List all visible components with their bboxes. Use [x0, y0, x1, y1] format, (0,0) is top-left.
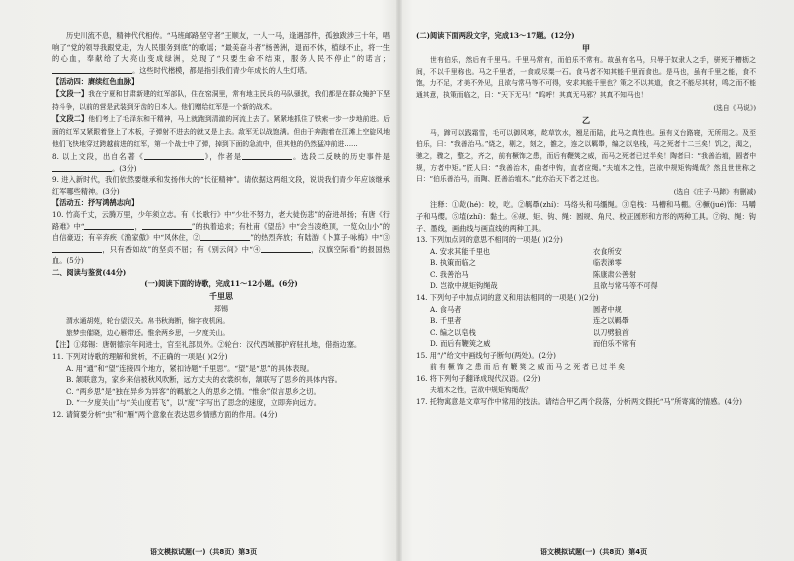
poem-author: 郑锡: [214, 304, 228, 313]
material2: 【文段二】他们考上了毛泽东和干精神，马上就跑到清澈的河流上去了。紧紧地抓住了铁索一步一步地前进。后面的红军又紧跟着登上了木板，子弹射不进去的就又是上去。敌军无以战饱满。但由于奔跑着在江滩上空旋风地他们飞快地穿过跨越前进的红军，第一个战士中了弹，掉到下面的急流中，但其他的仍然猛冲前进……: [52, 114, 390, 149]
passage-yi-source: (选自《庄子·马蹄》有删减): [673, 187, 756, 196]
activity4-title: 【活动四：赓续红色血脉】: [52, 77, 139, 87]
question-12: 12. 请简要分析“虫”和“雁”两个意象在表达思乡情感方面的作用。(4分): [52, 410, 278, 419]
left-footer: 语文模拟试题(一)（共8页）第3页: [150, 548, 258, 556]
poem-line-2: 旅梦虫催晓，边心雁带还。惟余两乡思，一夕度关山。: [66, 328, 230, 337]
right-footer: 语文模拟试题(一)（共8页）第4页: [540, 548, 648, 556]
q13-option-a: A. 安求其能千里也 衣食所安: [430, 246, 622, 256]
poem-line-1: 渭水通胡苑，轮台望汉关。帛书秋海断，锦字夜机闲。: [66, 317, 230, 326]
passage-jia-label: 甲: [582, 42, 590, 53]
part1-title: (一)阅读下面的诗歌，完成11～12小题。(6分): [144, 279, 298, 289]
q14-option-a: A. 食马者 圆者中规: [430, 304, 622, 314]
activity5-title: 【活动五：抒写鸿鹄志向】: [52, 198, 139, 208]
question-10: 10. 竹高千丈，云腾万里，少年须立志。有《长歌行》中“少壮不努力，老大徒伤悲”的奋进昂扬；有唐《行路难》中“ ， ”的执着追求；有杜甫《望岳》中“会当凌绝顶，一览众山小”的自信豪迈；有辛弃疾《渔家傲》中“风休住，② ”的热烈奔放；有陆游《卜算子·咏梅》中“③，只有香如故”的坚贞不屈；有《别云间》中“④ ，汉旗空际看”的报国热血。(5分): [52, 209, 390, 266]
q11-option-d: D. “一夕度关山”与“关山度若飞”，以“度”字写出了思念的速度，立即奔向远方。: [66, 398, 321, 408]
q16-sentence: 夫埴木之性，岂欲中规矩钩绳哉？: [430, 385, 532, 394]
question-9: 9. 进入新时代，我们依然要继承和发扬伟大的“长征精神”。请依据这两组文段，说说我们青少年应该继承红军哪些精神。(3分): [52, 175, 390, 196]
question-15: 15. 用“/”给文中画线句子断句(两处)。(2分): [416, 351, 556, 361]
q13-option-c: C. 我善治马 陈康肃公善射: [430, 269, 637, 279]
annotations: 注释：①龁(hé)：咬，吃。②羁馽(zhí)：马络头和马缰绳。③皂栈：马槽和马棚。④橛(jué)饰：马嚼子和马缨。⑤埴(zhí)：黏土。⑥规、矩、钩、绳：圆规、角尺、校正圆形和方形的两种工具。⑦钩、绳：钩子、墨线，画曲线与画直线的两种工具。: [416, 200, 756, 233]
question-17: 17. 托物寓意是文章写作中常用的技法。请结合甲乙两个段落，分析两文假托“马”所寄寓的情感。(4分): [416, 397, 742, 407]
q15-sentence: 前 有 橛 饰 之 患 而 后 有 鞭 筴 之 威 而 马 之 死 者 已 过 半 矣: [430, 362, 625, 371]
poem-note: 【注】①郑锡：唐朝德宗年间进士，官至礼部员外。②轮台：汉代西域都护府驻扎地，借指边塞。: [52, 340, 362, 350]
question-14: 14. 下列句子中加点词的意义和用法相同的一项是( )(2分): [416, 293, 599, 303]
passage-jia: 世有伯乐，然后有千里马。千里马常有，而伯乐不常有。故虽有名马，只辱于奴隶人之手，骈死于槽枥之间，不以千里称也。马之千里者，一食或尽粟一石。食马者不知其能千里而食也。是马也，虽有千里之能，食不饱，力不足，才美不外见，且欲与常马等不可得，安求其能千里也？策之不以其道，食之不能尽其材，鸣之而不能通其意，执策而临之，曰：“天下无马！”呜呼！其真无马邪？其真不知马也！: [416, 56, 756, 99]
question-11: 11. 下列对诗歌的理解和赏析，不正确的一项是( )(2分): [52, 352, 228, 362]
passage-yi: 马，蹄可以践霜雪，毛可以御风寒，龁草饮水，翘足而陆，此马之真性也。虽有义台路寝，无所用之。及至伯乐，曰：“我善治马。”烧之，剔之，刻之，雒之，连之以羁馽，编之以皂栈，马之死者十二三矣！饥之，渴之，驰之，骤之，整之，齐之，前有橛饰之患，而后有鞭筴之威，而马之死者已过半矣！陶者曰：“我善治埴，圆者中规，方者中矩。”匠人曰：“我善治木，曲者中钩，直者应绳。”夫埴木之性，岂欲中规矩钩绳哉？然且世世称之曰：“伯乐善治马，而陶、匠善治埴木。”此亦治天下者之过也。: [416, 128, 756, 184]
q14-option-d: D. 而后有鞭筴之威 而伯乐不常有: [430, 339, 637, 349]
q14-option-b: B. 千里者 连之以羁馽: [430, 316, 629, 326]
section-2-title: 二、阅读与鉴赏(44分): [52, 267, 127, 277]
material1: 【文段一】我在宁夏和甘肃新建的红军部队，住在窑洞里，常有地主民兵的马队骚扰，我们都是在群众掩护下坚持斗争，以前的营是武装到牙齿的日本人。他们赠给红军是一个新的战术。: [52, 88, 390, 111]
q11-option-c: C. “两乡思”是“独在异乡为异客”的羁旅之人的思乡之情。“惟余”似言思乡之切。: [66, 386, 321, 396]
passage-yi-label: 乙: [582, 115, 590, 126]
right-page: [416, 30, 756, 553]
question-16: 16. 将下列句子翻译成现代汉语。(2分): [416, 374, 541, 384]
part2-title: (二)阅读下面两段文字，完成13～17题。(12分): [416, 31, 575, 40]
q13-option-d: D. 岂欲中规矩钩绳哉 且欲与常马等不可得: [430, 281, 658, 291]
q13-option-b: B. 执策而临之 临表涕零: [430, 258, 622, 268]
question-13: 13. 下列加点词的意思不相同的一项是( )(2分): [416, 235, 563, 245]
q11-option-a: A. 用“通”和“望”连接四个地方，紧扣诗题“千里思”。“望”是“思”的具体表现。: [66, 363, 314, 373]
poem-title: 千里思: [209, 291, 233, 302]
q11-option-b: B. 颔联意为，家乡来信被秋风吹断，远方丈夫的衣裳织布，颔联写了思乡的具体内容。: [66, 375, 342, 385]
q14-option-c: C. 编之以皂栈 以刀劈狼首: [430, 327, 629, 337]
left-page: [52, 30, 390, 553]
question-8: 8. 以上文段，出自名著《 》，作者是 。选段二反映的历史事件是。(3分): [52, 151, 390, 173]
intro-paragraph: 历史川流不息，精神代代相传。“马班邮路坚守者”王顺友，一人一马，逢遇部件，孤独跋涉三十年，唱响了“党的领导我跟党走，为人民服务到底”的歌谣；“最美奋斗者”杨善洲，退而不休，植绿不止，将一生的心血，奉献给了大亮山变成绿洲，兑现了“只要生命不结束，服务人民不停止”的诺言；。这些时代楷模，都是指引我们青少年成长的人生灯塔。: [52, 31, 390, 75]
page-fold: [396, 0, 402, 561]
passage-jia-source: (选自《马说》): [713, 103, 756, 112]
